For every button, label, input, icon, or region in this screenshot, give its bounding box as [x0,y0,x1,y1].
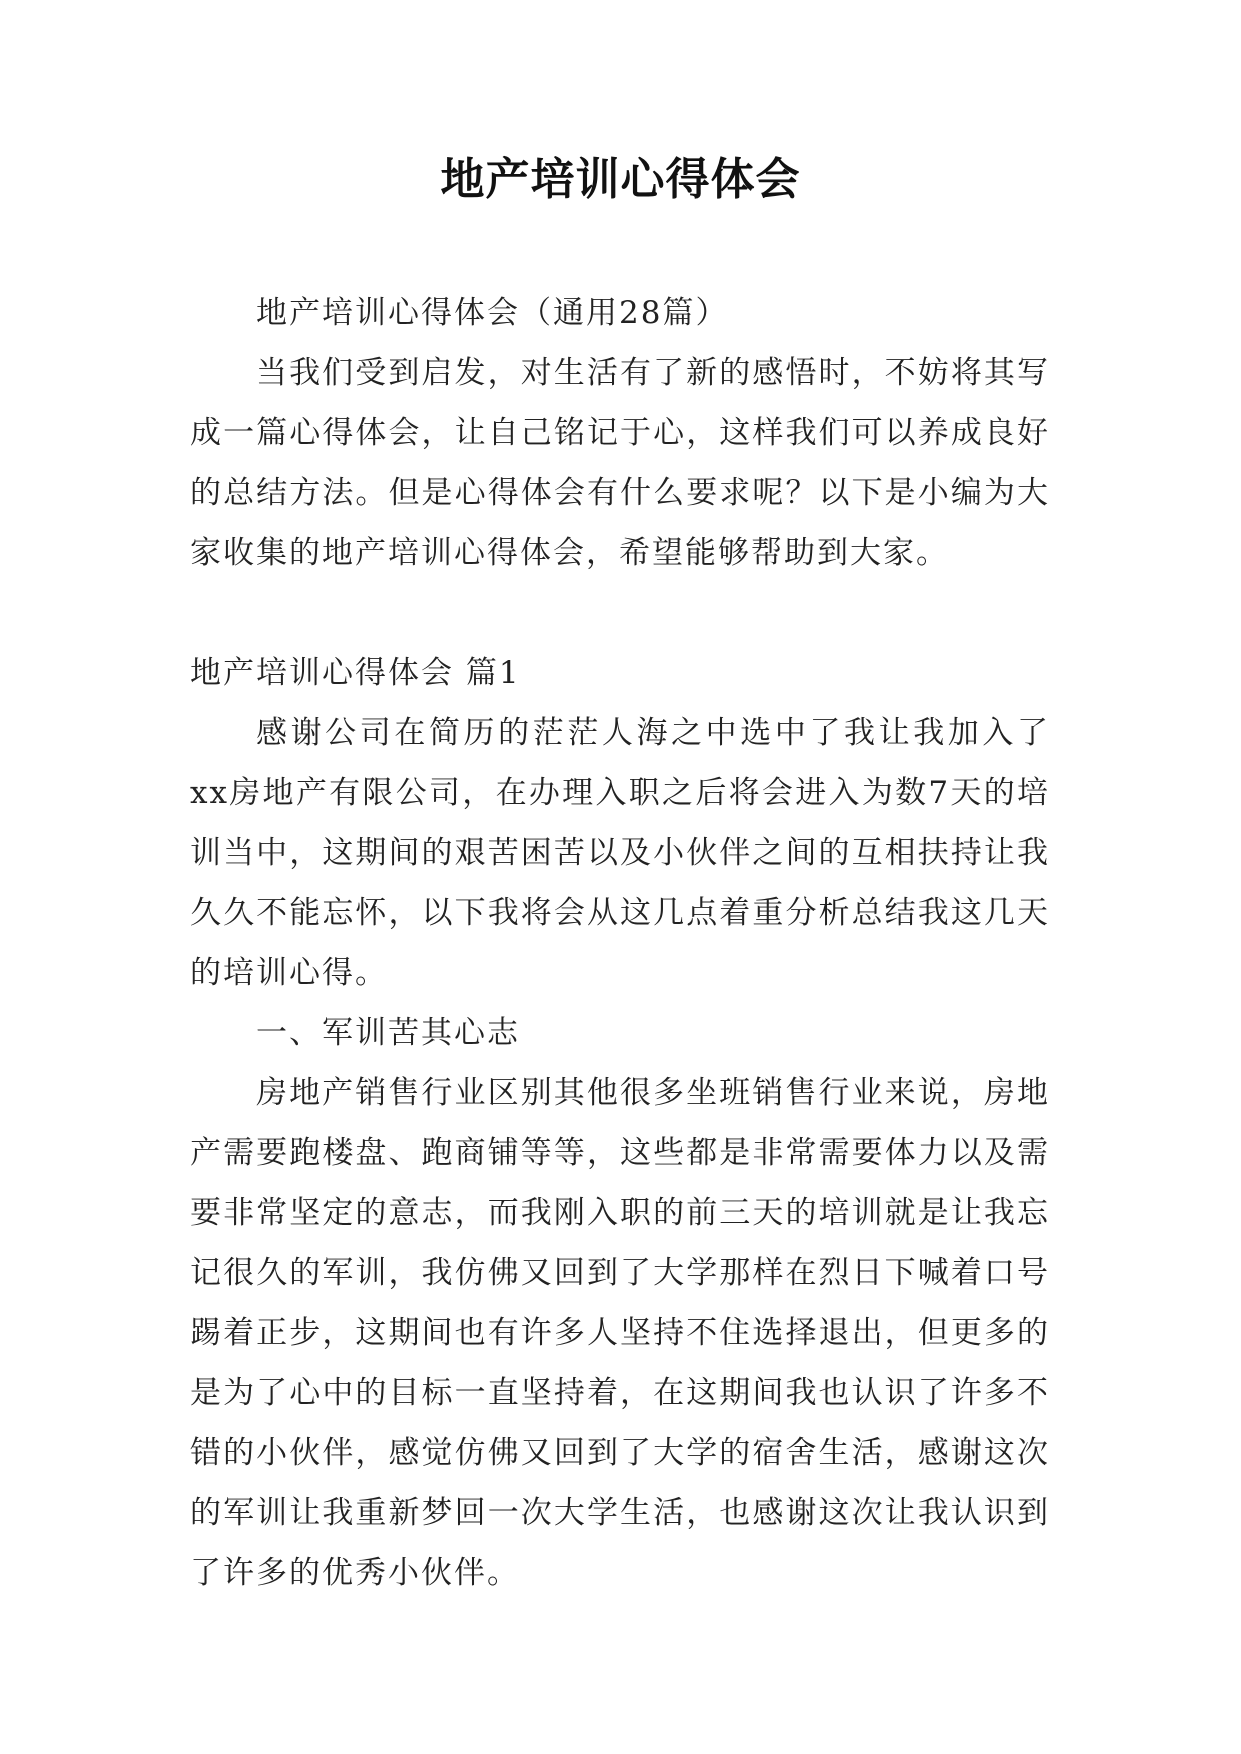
body-paragraph: 房地产销售行业区别其他很多坐班销售行业来说，房地产需要跑楼盘、跑商铺等等，这些都是非常需要体力以及需要非常坚定的意志，而我刚入职的前三天的培训就是让我忘记很久的军训，我仿佛又回到了大学那样在烈日下喊着口号踢着正步，这期间也有许多人坚持不住选择退出，但更多的是为了心中的目标一直坚持着，在这期间我也认识了许多不错的小伙伴，感觉仿佛又回到了大学的宿舍生活，感谢这次的军训让我重新梦回一次大学生活，也感谢这次让我认识到了许多的优秀小伙伴。 [190,1075,1050,1591]
subsection-heading: 一、军训苦其心志 [256,1015,520,1051]
document-subtitle: 地产培训心得体会（通用28篇） [256,295,729,331]
section-heading: 地产培训心得体会 篇1 [190,655,521,691]
document-title: 地产培训心得体会 [440,154,801,205]
intro-paragraph: 当我们受到启发，对生活有了新的感悟时，不妨将其写成一篇心得体会，让自己铭记于心，这样我们可以养成良好的总结方法。但是心得体会有什么要求呢？以下是小编为大家收集的地产培训心得体会，希望能够帮助到大家。 [190,355,1050,571]
document-body [190,283,1050,1603]
body-paragraph: 感谢公司在简历的茫茫人海之中选中了我让我加入了xx房地产有限公司，在办理入职之后将会进入为数7天的培训当中，这期间的艰苦困苦以及小伙伴之间的互相扶持让我久久不能忘怀，以下我将会从这几点着重分析总结我这几天的培训心得。 [190,715,1050,991]
section-spacer [190,583,1050,643]
